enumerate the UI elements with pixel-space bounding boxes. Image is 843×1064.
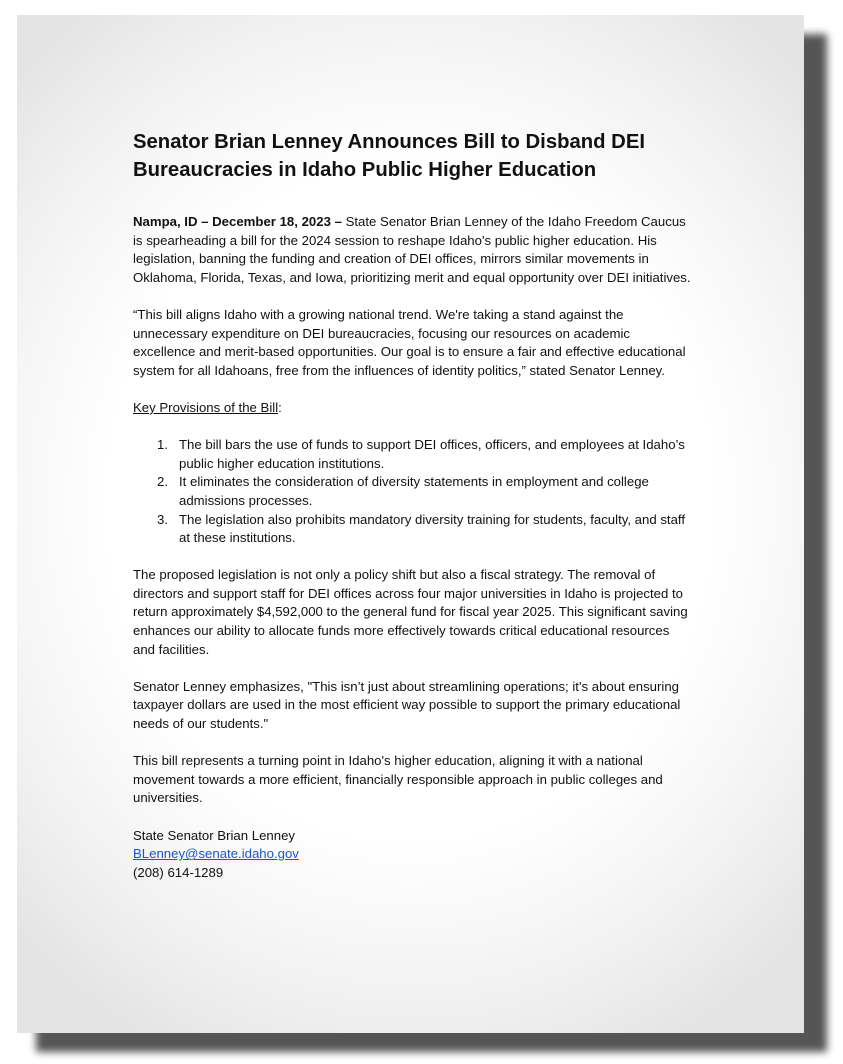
list-item [133, 473, 693, 510]
list-item-text: The bill bars the use of funds to support DEI offices, officers, and employees at Idaho’s public higher education institutions. [179, 437, 685, 471]
list-item-number: 2. [157, 474, 168, 490]
list-item-text: The legislation also prohibits mandatory diversity training for students, faculty, and staff at these institutions. [179, 511, 686, 546]
emphasis-paragraph: Senator Lenney emphasizes, "This isn’t just about streamlining operations; it's about ensuring taxpayer dollars are used in the most efficient way possible to support the primary educational needs of our students." [133, 678, 681, 732]
document-page [17, 15, 804, 1033]
list-item [133, 436, 693, 473]
list-item [133, 511, 693, 548]
intro-paragraph [133, 213, 693, 287]
intro-text: State Senator Brian Lenney of the Idaho Freedom Caucus is spearheading a bill for the 2024 session to reshape Idaho's public higher education. His legislation, banning the funding and creation of DEI offices, mirrors similar movements in Oklahoma, Florida, Texas, and Iowa, prioritizing merit and equal opportunity over DEI initiatives. [133, 214, 691, 285]
list-item-text: It eliminates the consideration of diversity statements in employment and college admissions processes. [179, 474, 649, 508]
document-title: Senator Brian Lenney Announces Bill to Disband DEI Bureaucracies in Idaho Public Higher Education [133, 131, 645, 181]
list-item-number: 1. [157, 437, 168, 453]
contact-name: State Senator Brian Lenney [133, 827, 296, 843]
contact-email-link[interactable]: BLenney@senate.idaho.gov [133, 846, 299, 862]
dateline: Nampa, ID – December 18, 2023 – [133, 214, 342, 229]
provisions-heading [133, 399, 693, 418]
list-item-number: 3. [157, 511, 168, 527]
provisions-list [133, 436, 693, 548]
document-body [133, 128, 693, 882]
contact-email-line [133, 845, 693, 864]
provisions-heading-suffix: : [278, 399, 282, 415]
closing-paragraph: This bill represents a turning point in Idaho's higher education, aligning it with a national movement towards a more efficient, financially responsible approach in public colleges and universities. [133, 753, 663, 806]
contact-phone: (208) 614-1289 [133, 864, 224, 880]
provisions-heading-text: Key Provisions of the Bill [133, 399, 279, 415]
quote-paragraph: “This bill aligns Idaho with a growing national trend. We're taking a stand against the unnecessary expenditure on DEI bureaucracies, focusing our resources on academic excellence and merit-based opportunities. Our goal is to ensure a fair and effective educational system for all Idahoans, free from the influences of identity politics,” stated Senator Lenney. [133, 306, 686, 378]
fiscal-paragraph: The proposed legislation is not only a policy shift but also a fiscal strategy. The removal of directors and support staff for DEI offices across four major universities in Idaho is projected to return approximately $4,592,000 to the general fund for fiscal year 2025. This significant saving enhances our ability to allocate funds more effectively towards critical educational resources and facilities. [133, 567, 688, 657]
